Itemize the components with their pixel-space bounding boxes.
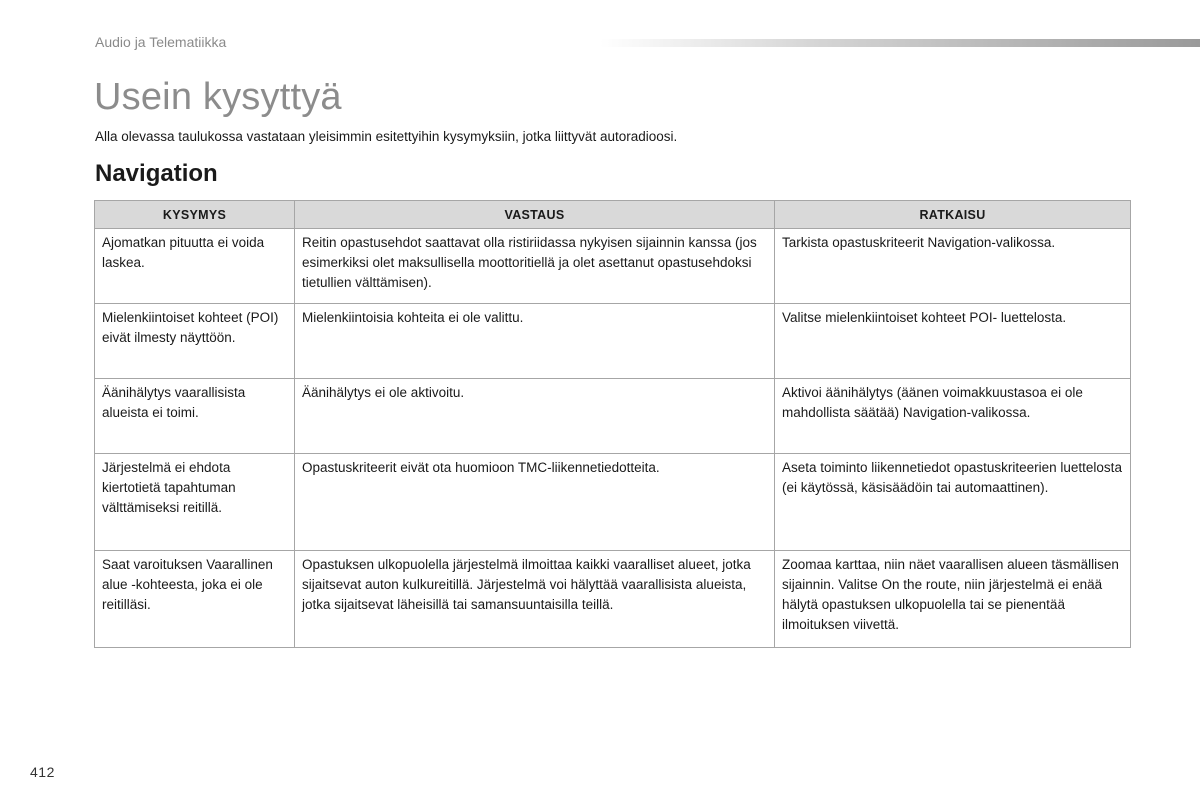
cell-answer: Opastuskriteerit eivät ota huomioon TMC-liikennetiedotteita. <box>295 454 775 551</box>
cell-answer: Reitin opastusehdot saattavat olla ristiriidassa nykyisen sijainnin kanssa (jos esimerkiksi olet maksullisella moottoritiellä ja olet asettanut opastusehdoksi tietullien välttämisen). <box>295 229 775 304</box>
table-row <box>95 379 1131 454</box>
cell-question: Saat varoituksen Vaarallinen alue -kohteesta, joka ei ole reitilläsi. <box>95 551 295 648</box>
cell-solution: Valitse mielenkiintoiset kohteet POI- luettelosta. <box>775 304 1131 379</box>
page-number: 412 <box>30 764 55 780</box>
cell-question: Mielenkiintoiset kohteet (POI) eivät ilmesty näyttöön. <box>95 304 295 379</box>
column-header-answer: VASTAUS <box>295 201 775 229</box>
cell-answer: Mielenkiintoisia kohteita ei ole valittu. <box>295 304 775 379</box>
header-gradient-bar <box>600 39 1200 47</box>
cell-question: Järjestelmä ei ehdota kiertotietä tapahtuman välttämiseksi reitillä. <box>95 454 295 551</box>
cell-question: Ajomatkan pituutta ei voida laskea. <box>95 229 295 304</box>
table-row <box>95 551 1131 648</box>
cell-solution: Aseta toiminto liikennetiedot opastuskriteerien luettelosta (ei käytössä, käsisäädöin tai automaattinen). <box>775 454 1131 551</box>
cell-answer: Opastuksen ulkopuolella järjestelmä ilmoittaa kaikki vaaralliset alueet, jotka sijaitsevat auton kulkureitillä. Järjestelmä voi hälyttää vaarallisista alueista, jotka sijaitsevat läheisillä tai samansuuntaisilla teillä. <box>295 551 775 648</box>
column-header-question: KYSYMYS <box>95 201 295 229</box>
faq-table <box>94 200 1131 648</box>
intro-text: Alla olevassa taulukossa vastataan yleisimmin esitettyihin kysymyksiin, jotka liittyvät autoradioosi. <box>95 129 678 144</box>
table-row <box>95 229 1131 304</box>
cell-solution: Tarkista opastuskriteerit Navigation-valikossa. <box>775 229 1131 304</box>
cell-answer: Äänihälytys ei ole aktivoitu. <box>295 379 775 454</box>
table-row <box>95 454 1131 551</box>
running-head: Audio ja Telematiikka <box>95 34 227 50</box>
table-header-row <box>95 201 1131 229</box>
section-heading: Navigation <box>95 160 218 187</box>
cell-solution: Aktivoi äänihälytys (äänen voimakkuustasoa ei ole mahdollista säätää) Navigation-valikossa. <box>775 379 1131 454</box>
page-title: Usein kysyttyä <box>94 76 342 118</box>
column-header-solution: RATKAISU <box>775 201 1131 229</box>
cell-solution: Zoomaa karttaa, niin näet vaarallisen alueen täsmällisen sijainnin. Valitse On the route, niin järjestelmä ei enää hälytä opastuksen ulkopuolella tai se pienentää ilmoituksen viivettä. <box>775 551 1131 648</box>
cell-question: Äänihälytys vaarallisista alueista ei toimi. <box>95 379 295 454</box>
table-row <box>95 304 1131 379</box>
